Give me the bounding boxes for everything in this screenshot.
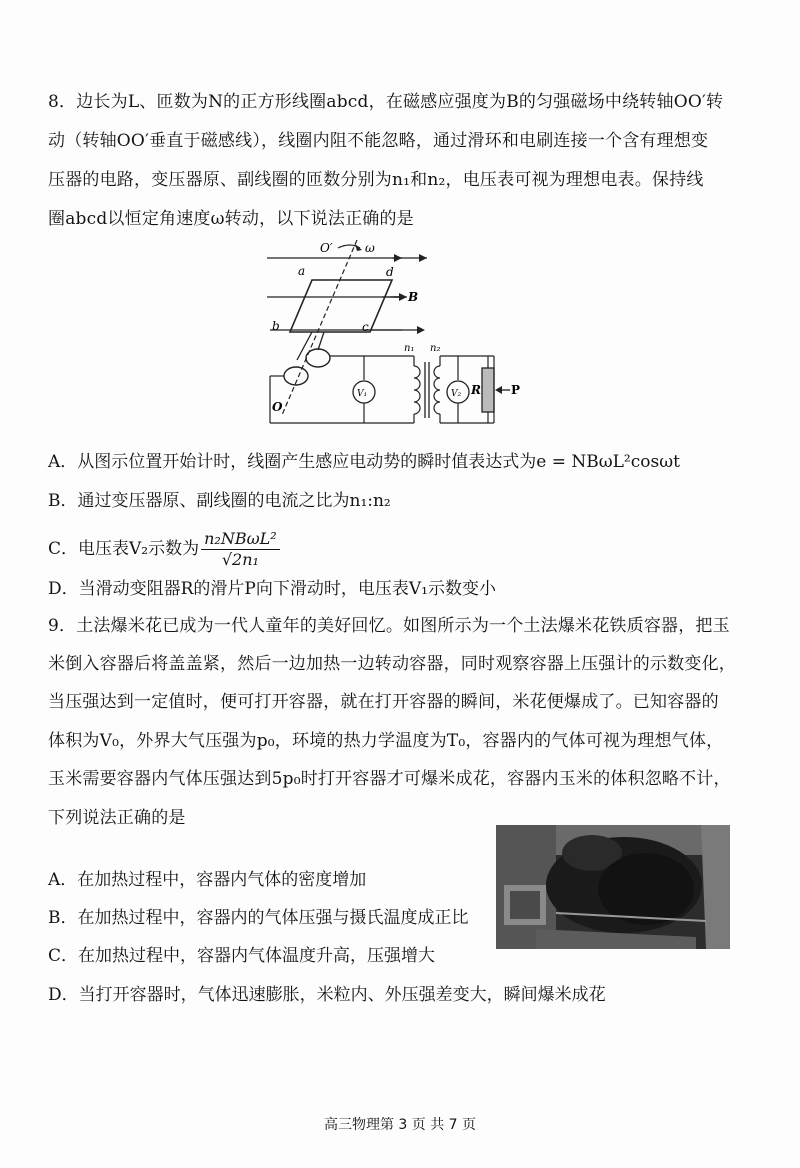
- q9-stem-line-5: 玉米需要容器内气体压强达到5p₀时打开容器才可爆米成花，容器内玉米的体积忽略不计，: [48, 769, 731, 789]
- q8-option-c-numerator: n₂NBωL²: [201, 529, 280, 550]
- label-omega: ω: [365, 241, 375, 255]
- label-O: O: [272, 400, 283, 414]
- q9-option-a[interactable]: A．在加热过程中，容器内气体的密度增加: [48, 870, 367, 890]
- label-v2: V₂: [451, 389, 462, 399]
- label-n2: n₂: [430, 343, 441, 354]
- label-b: b: [272, 319, 280, 333]
- q8-stem-line-2: 动（转轴OO′垂直于磁感线），线圈内阻不能忽略，通过滑环和电刷连接一个含有理想变: [48, 131, 709, 151]
- q8-option-c-denominator: √2n₁: [221, 550, 259, 569]
- label-v1: V₁: [357, 389, 368, 399]
- popcorn-machine-photo: [496, 825, 730, 949]
- q9-option-d[interactable]: D．当打开容器时，气体迅速膨胀，米粒内、外压强差变大，瞬间爆米成花: [48, 985, 606, 1005]
- q8-option-a[interactable]: A．从图示位置开始计时，线圈产生感应电动势的瞬时值表达式为e = NBωL²cosωt: [48, 452, 680, 472]
- label-a: a: [298, 264, 306, 278]
- q9-option-b[interactable]: B．在加热过程中，容器内的气体压强与摄氏温度成正比: [48, 908, 469, 928]
- q8-option-c[interactable]: [48, 527, 280, 571]
- q9-stem-line-2: 米倒入容器后将盖盖紧，然后一边加热一边转动容器，同时观察容器上压强计的示数变化，: [48, 654, 736, 674]
- label-o-prime: O′: [320, 241, 333, 255]
- q9-option-c[interactable]: C．在加热过程中，容器内气体温度升高，压强增大: [48, 946, 436, 966]
- q9-stem-line-4: 体积为V₀，外界大气压强为p₀，环境的热力学温度为T₀，容器内的气体可视为理想气体，: [48, 731, 724, 751]
- label-R: R: [471, 383, 481, 397]
- field-arrow-icon: [419, 254, 427, 262]
- q8-circuit-figure: [262, 240, 524, 435]
- label-d: d: [386, 265, 394, 279]
- page-footer: 高三物理第 3 页 共 7 页: [323, 1117, 477, 1133]
- q8-stem-line-1: 8．边长为L、匝数为N的正方形线圈abcd，在磁感应强度为B的匀强磁场中绕转轴OO′转: [48, 92, 724, 112]
- q8-option-b[interactable]: B．通过变压器原、副线圈的电流之比为n₁:n₂: [48, 491, 391, 511]
- q9-stem-line-3: 当压强达到一定值时，便可打开容器，就在打开容器的瞬间，米花便爆成了。已知容器的: [48, 692, 719, 712]
- q9-stem-line-6: 下列说法正确的是: [48, 808, 186, 828]
- q8-stem-line-3: 压器的电路，变压器原、副线圈的匝数分别为n₁和n₂，电压表可视为理想电表。保持线: [48, 170, 704, 190]
- label-n1: n₁: [404, 343, 415, 354]
- q8-option-c-fraction: [201, 529, 280, 570]
- slider-arrow-icon: [495, 386, 502, 394]
- q9-stem-line-1: 9．土法爆米花已成为一代人童年的美好回忆。如图所示为一个土法爆米花铁质容器，把玉: [48, 616, 730, 636]
- q8-stem-line-4: 圈abcd以恒定角速度ω转动，以下说法正确的是: [48, 209, 414, 229]
- label-B: B: [408, 290, 419, 304]
- label-P: P: [511, 383, 521, 397]
- q8-option-d[interactable]: D．当滑动变阻器R的滑片P向下滑动时，电压表V₁示数变小: [48, 579, 496, 599]
- rheostat-icon: [482, 368, 494, 412]
- label-c: c: [362, 320, 369, 334]
- q8-option-c-prefix: C．电压表V₂示数为: [48, 539, 200, 559]
